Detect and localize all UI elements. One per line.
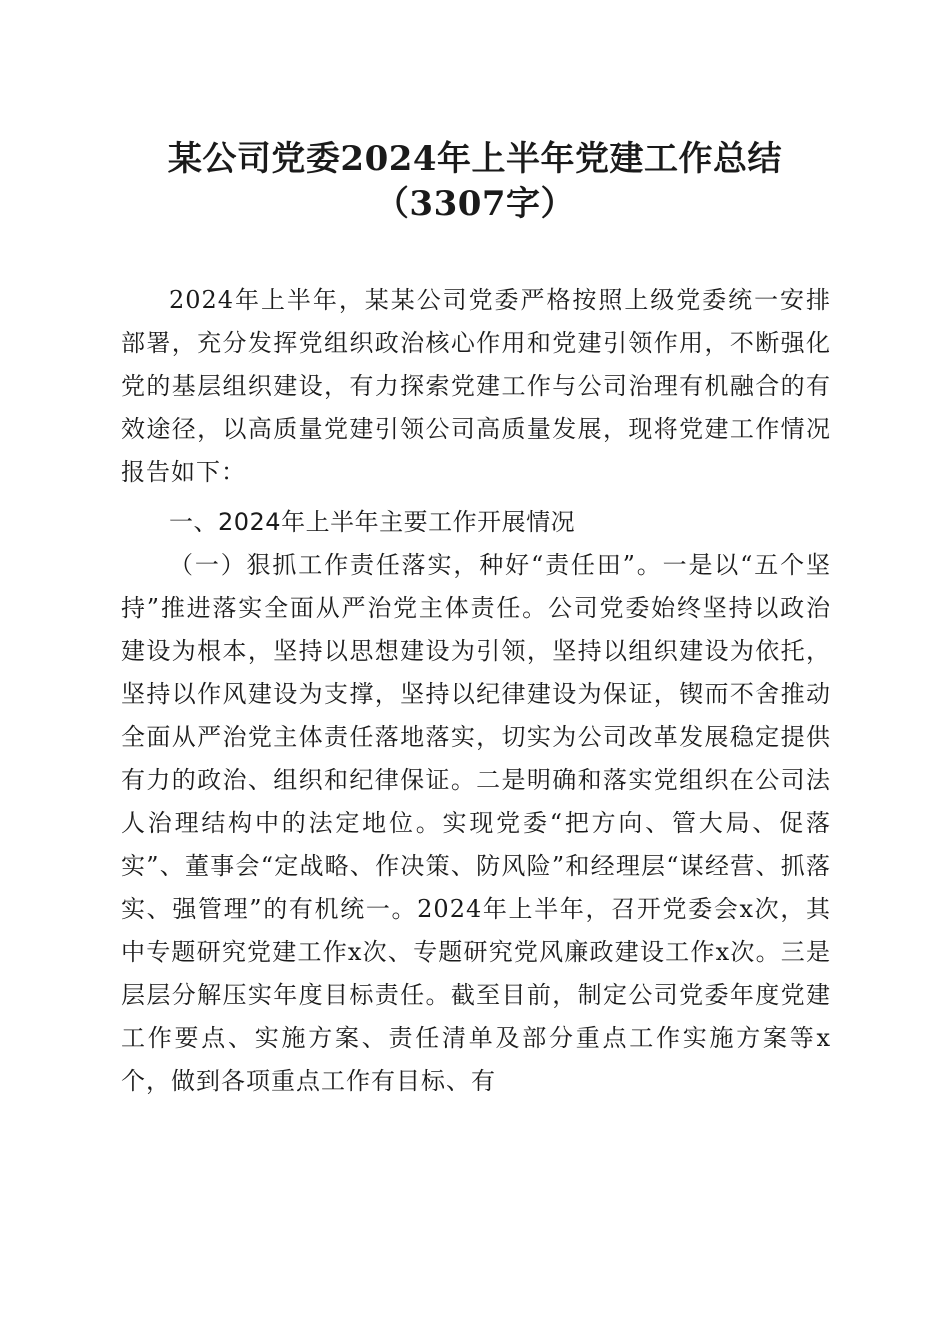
document-subtitle-word-count: （3307字）	[374, 184, 576, 224]
document-title: 某公司党委2024年上半年党建工作总结	[167, 139, 783, 179]
section-heading-1: 一、2024年上半年主要工作开展情况	[169, 508, 576, 536]
intro-paragraph: 2024年上半年，某某公司党委严格按照上级党委统一安排部署，充分发挥党组织政治核心作用和党建引领作用，不断强化党的基层组织建设，有力探索党建工作与公司治理有机融合的有效途径，以高质量党建引领公司高质量发展，现将党建工作情况报告如下：	[121, 286, 831, 486]
section-1-paragraph-1: （一）狠抓工作责任落实，种好“责任田”。一是以“五个坚持”推进落实全面从严治党主体责任。公司党委始终坚持以政治建设为根本，坚持以思想建设为引领，坚持以组织建设为依托，坚持以作风建设为支撑，坚持以纪律建设为保证，锲而不舍推动全面从严治党主体责任落地落实，切实为公司改革发展稳定提供有力的政治、组织和纪律保证。二是明确和落实党组织在公司法人治理结构中的法定地位。实现党委“把方向、管大局、促落实”、董事会“定战略、作决策、防风险”和经理层“谋经营、抓落实、强管理”的有机统一。2024年上半年，召开党委会x次，其中专题研究党建工作x次、专题研究党风廉政建设工作x次。三是层层分解压实年度目标责任。截至目前，制定公司党委年度党建工作要点、实施方案、责任清单及部分重点工作实施方案等x个，做到各项重点工作有目标、有	[121, 551, 831, 1095]
